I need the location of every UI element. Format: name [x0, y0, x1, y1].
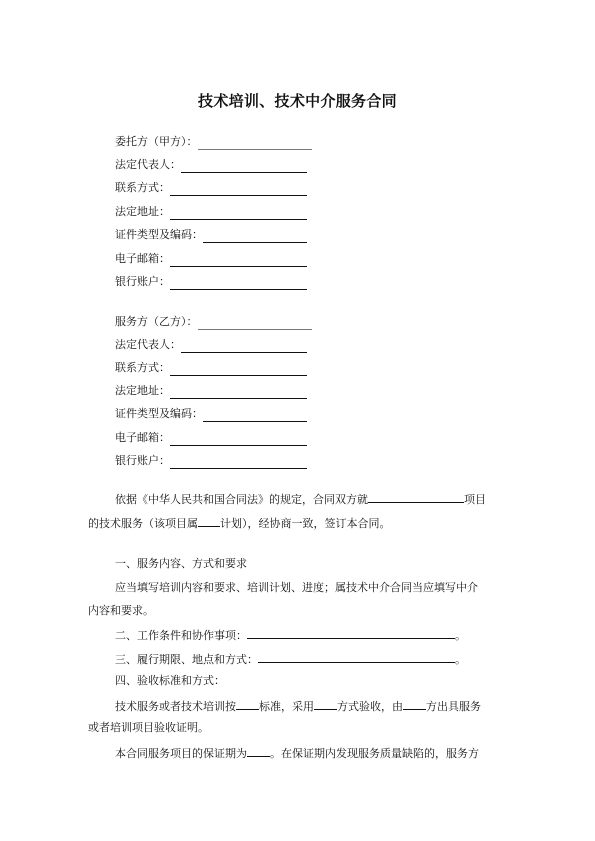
party-b-heading: 服务方（乙方）：: [115, 315, 198, 328]
party-a-representative-field[interactable]: [181, 160, 307, 173]
party-b-representative-label: 法定代表人：: [115, 338, 181, 351]
section-4-text-e: 本合同服务项目的保证期为: [115, 747, 247, 760]
intro-line-2: [88, 514, 391, 532]
section-1-heading: 一、服务内容、方式和要求: [115, 557, 247, 570]
party-b-email-label: 电子邮箱：: [115, 431, 170, 444]
acceptance-method-field[interactable]: [314, 697, 337, 710]
party-b-bank-field[interactable]: [170, 456, 307, 469]
party-b-heading-row: [115, 314, 312, 330]
party-a-address-label: 法定地址：: [115, 205, 170, 218]
party-a-id-label: 证件类型及编码：: [115, 228, 203, 241]
section-4-para-1-line-2: 或者培训项目验收证明。: [88, 721, 209, 734]
party-b-id-label: 证件类型及编码：: [115, 407, 203, 420]
party-a-address-field[interactable]: [170, 207, 307, 220]
document-title: 技术培训、技术中介服务合同: [198, 92, 397, 110]
section-3-label: 三、履行期限、地点和方式：: [115, 653, 258, 666]
section-4-text-d: 方出具服务: [426, 700, 481, 713]
party-b-address-row: [115, 383, 307, 399]
party-a-name-field[interactable]: [198, 137, 312, 150]
party-a-id-row: [115, 227, 307, 243]
section-3-end: 。: [455, 653, 466, 666]
party-a-bank-label: 银行账户：: [115, 275, 170, 288]
party-b-representative-field[interactable]: [181, 340, 307, 353]
party-b-contact-row: [115, 360, 307, 376]
project-name-field[interactable]: [368, 490, 464, 503]
party-a-email-field[interactable]: [170, 254, 307, 267]
party-b-representative-row: [115, 337, 307, 353]
acceptance-party-field[interactable]: [403, 697, 426, 710]
party-a-contact-label: 联系方式：: [115, 181, 170, 194]
party-a-email-label: 电子邮箱：: [115, 252, 170, 265]
party-b-address-field[interactable]: [170, 386, 307, 399]
party-a-heading: 委托方（甲方）：: [115, 135, 198, 148]
party-b-contact-field[interactable]: [170, 363, 307, 376]
intro-line-1: [115, 490, 486, 508]
party-b-id-row: [115, 406, 307, 422]
party-b-email-row: [115, 430, 307, 446]
section-1-body-line-1: 应当填写培训内容和要求、培训计划、进度；属技术中介合同当应填写中介: [115, 581, 478, 594]
warranty-period-field[interactable]: [247, 744, 270, 757]
plan-name-field[interactable]: [198, 514, 220, 527]
section-2-row: [115, 626, 466, 644]
work-conditions-field[interactable]: [247, 626, 455, 639]
party-a-contact-row: [115, 180, 307, 196]
section-4-text-a: 技术服务或者技术培训按: [115, 700, 236, 713]
section-1-body-line-2: 内容和要求。: [88, 604, 154, 617]
acceptance-standard-field[interactable]: [236, 697, 259, 710]
party-b-bank-label: 银行账户：: [115, 454, 170, 467]
section-4-heading: 四、验收标准和方式：: [115, 674, 225, 687]
intro-text-4: 计划），经协商一致，签订本合同。: [220, 517, 391, 530]
section-4-para-2-line-1: [115, 744, 479, 762]
section-2-end: 。: [455, 629, 466, 642]
term-place-method-field[interactable]: [258, 650, 455, 663]
party-a-representative-row: [115, 157, 307, 173]
section-4-para-1-line-1: [115, 697, 481, 715]
party-a-id-field[interactable]: [203, 230, 307, 243]
party-a-heading-row: [115, 134, 312, 150]
section-4-text-f: 。在保证期内发现服务质量缺陷的，服务方: [270, 747, 479, 760]
intro-text-1: 依据《中华人民共和国合同法》的规定，合同双方就: [115, 493, 368, 506]
section-3-row: [115, 650, 466, 668]
party-b-contact-label: 联系方式：: [115, 361, 170, 374]
section-2-label: 二、工作条件和协作事项：: [115, 629, 247, 642]
party-b-bank-row: [115, 453, 307, 469]
party-b-name-field[interactable]: [198, 317, 312, 330]
party-b-email-field[interactable]: [170, 433, 307, 446]
party-b-id-field[interactable]: [203, 409, 307, 422]
party-a-representative-label: 法定代表人：: [115, 158, 181, 171]
party-a-contact-field[interactable]: [170, 183, 307, 196]
party-a-bank-field[interactable]: [170, 277, 307, 290]
party-a-address-row: [115, 204, 307, 220]
intro-text-2: 项目: [464, 493, 486, 506]
party-a-email-row: [115, 251, 307, 267]
section-4-text-c: 方式验收，由: [337, 700, 403, 713]
party-b-address-label: 法定地址：: [115, 384, 170, 397]
intro-text-3: 的技术服务（该项目属: [88, 517, 198, 530]
section-4-text-b: 标准，采用: [259, 700, 314, 713]
party-a-bank-row: [115, 274, 307, 290]
